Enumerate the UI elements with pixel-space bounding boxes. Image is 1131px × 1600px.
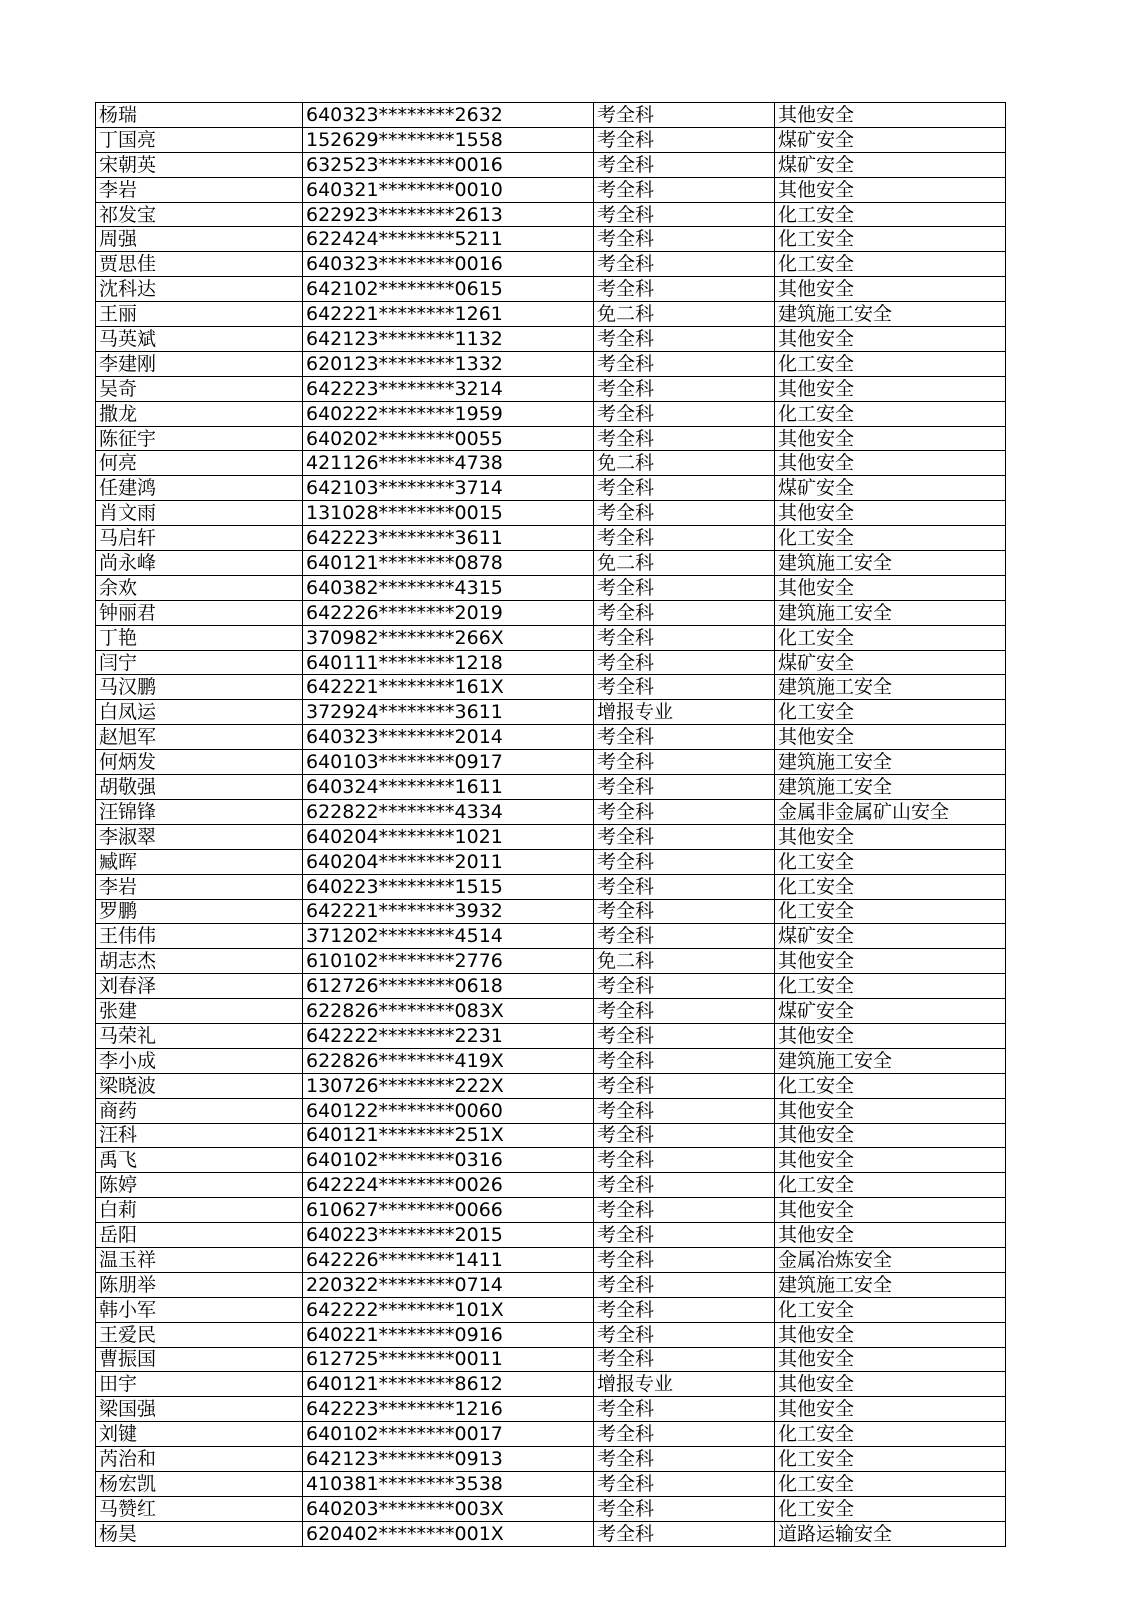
exam-type-cell: 考全科 [594, 1471, 775, 1496]
name-cell: 李岩 [96, 874, 303, 899]
table-row [96, 949, 1006, 974]
table-row [96, 177, 1006, 202]
name-cell: 刘春泽 [96, 974, 303, 999]
major-cell: 化工安全 [775, 1073, 1006, 1098]
table-row [96, 103, 1006, 128]
major-cell: 其他安全 [775, 376, 1006, 401]
major-cell: 化工安全 [775, 1173, 1006, 1198]
id-number-cell: 640204********1021 [303, 824, 594, 849]
exam-type-cell: 考全科 [594, 476, 775, 501]
id-number-cell: 640223********2015 [303, 1223, 594, 1248]
major-cell: 煤矿安全 [775, 924, 1006, 949]
exam-type-cell: 考全科 [594, 103, 775, 128]
exam-type-cell: 考全科 [594, 277, 775, 302]
id-number-cell: 640202********0055 [303, 426, 594, 451]
name-cell: 吴奇 [96, 376, 303, 401]
name-cell: 赵旭军 [96, 725, 303, 750]
name-cell: 丁国亮 [96, 127, 303, 152]
table-row [96, 476, 1006, 501]
name-cell: 李淑翠 [96, 824, 303, 849]
name-cell: 李岩 [96, 177, 303, 202]
major-cell: 化工安全 [775, 1447, 1006, 1472]
name-cell: 沈科达 [96, 277, 303, 302]
exam-type-cell: 考全科 [594, 1347, 775, 1372]
exam-type-cell: 增报专业 [594, 1372, 775, 1397]
name-cell: 汪科 [96, 1123, 303, 1148]
exam-type-cell: 考全科 [594, 1322, 775, 1347]
exam-type-cell: 考全科 [594, 874, 775, 899]
table-row [96, 924, 1006, 949]
table-row [96, 725, 1006, 750]
table-row [96, 1198, 1006, 1223]
id-number-cell: 131028********0015 [303, 501, 594, 526]
major-cell: 其他安全 [775, 1098, 1006, 1123]
id-number-cell: 642102********0615 [303, 277, 594, 302]
id-number-cell: 642222********2231 [303, 1023, 594, 1048]
id-number-cell: 620123********1332 [303, 351, 594, 376]
name-cell: 余欢 [96, 575, 303, 600]
table-row [96, 127, 1006, 152]
table-row [96, 501, 1006, 526]
id-number-cell: 612725********0011 [303, 1347, 594, 1372]
major-cell: 建筑施工安全 [775, 600, 1006, 625]
major-cell: 其他安全 [775, 1198, 1006, 1223]
table-row [96, 1422, 1006, 1447]
major-cell: 化工安全 [775, 252, 1006, 277]
table-row [96, 302, 1006, 327]
exam-type-cell: 考全科 [594, 376, 775, 401]
exam-type-cell: 免二科 [594, 451, 775, 476]
exam-type-cell: 考全科 [594, 401, 775, 426]
name-cell: 王丽 [96, 302, 303, 327]
major-cell: 其他安全 [775, 327, 1006, 352]
exam-type-cell: 考全科 [594, 999, 775, 1024]
exam-type-cell: 考全科 [594, 1023, 775, 1048]
exam-type-cell: 考全科 [594, 600, 775, 625]
major-cell: 其他安全 [775, 103, 1006, 128]
exam-type-cell: 免二科 [594, 551, 775, 576]
exam-type-cell: 考全科 [594, 1173, 775, 1198]
id-number-cell: 622826********083X [303, 999, 594, 1024]
table-row [96, 1148, 1006, 1173]
id-number-cell: 640121********251X [303, 1123, 594, 1148]
id-number-cell: 640222********1959 [303, 401, 594, 426]
id-number-cell: 640203********003X [303, 1496, 594, 1521]
exam-type-cell: 考全科 [594, 1247, 775, 1272]
exam-type-cell: 考全科 [594, 526, 775, 551]
id-number-cell: 640111********1218 [303, 650, 594, 675]
table-row [96, 874, 1006, 899]
major-cell: 煤矿安全 [775, 127, 1006, 152]
id-number-cell: 642221********161X [303, 675, 594, 700]
name-cell: 汪锦锋 [96, 799, 303, 824]
major-cell: 化工安全 [775, 874, 1006, 899]
exam-type-cell: 考全科 [594, 1198, 775, 1223]
table-row [96, 1272, 1006, 1297]
candidate-table [95, 102, 1006, 1547]
table-row [96, 451, 1006, 476]
id-number-cell: 640321********0010 [303, 177, 594, 202]
id-number-cell: 220322********0714 [303, 1272, 594, 1297]
table-row [96, 799, 1006, 824]
name-cell: 白莉 [96, 1198, 303, 1223]
exam-type-cell: 考全科 [594, 152, 775, 177]
exam-type-cell: 考全科 [594, 899, 775, 924]
id-number-cell: 640121********0878 [303, 551, 594, 576]
id-number-cell: 642224********0026 [303, 1173, 594, 1198]
major-cell: 化工安全 [775, 1496, 1006, 1521]
major-cell: 建筑施工安全 [775, 750, 1006, 775]
exam-type-cell: 考全科 [594, 1447, 775, 1472]
id-number-cell: 642226********1411 [303, 1247, 594, 1272]
name-cell: 马启轩 [96, 526, 303, 551]
id-number-cell: 642223********3611 [303, 526, 594, 551]
id-number-cell: 372924********3611 [303, 700, 594, 725]
major-cell: 其他安全 [775, 1322, 1006, 1347]
name-cell: 闫宁 [96, 650, 303, 675]
table-row [96, 1471, 1006, 1496]
id-number-cell: 640102********0316 [303, 1148, 594, 1173]
name-cell: 马英斌 [96, 327, 303, 352]
major-cell: 化工安全 [775, 1297, 1006, 1322]
major-cell: 化工安全 [775, 401, 1006, 426]
table-row [96, 1496, 1006, 1521]
name-cell: 撒龙 [96, 401, 303, 426]
table-row [96, 750, 1006, 775]
table-body [96, 103, 1006, 1547]
exam-type-cell: 考全科 [594, 725, 775, 750]
name-cell: 臧晖 [96, 849, 303, 874]
table-row [96, 327, 1006, 352]
id-number-cell: 612726********0618 [303, 974, 594, 999]
name-cell: 李建刚 [96, 351, 303, 376]
exam-type-cell: 考全科 [594, 1272, 775, 1297]
major-cell: 化工安全 [775, 202, 1006, 227]
table-row [96, 376, 1006, 401]
major-cell: 其他安全 [775, 725, 1006, 750]
exam-type-cell: 考全科 [594, 1073, 775, 1098]
id-number-cell: 130726********222X [303, 1073, 594, 1098]
name-cell: 韩小军 [96, 1297, 303, 1322]
major-cell: 其他安全 [775, 1123, 1006, 1148]
major-cell: 建筑施工安全 [775, 1272, 1006, 1297]
name-cell: 陈朋举 [96, 1272, 303, 1297]
major-cell: 建筑施工安全 [775, 302, 1006, 327]
exam-type-cell: 考全科 [594, 675, 775, 700]
table-row [96, 526, 1006, 551]
table-row [96, 575, 1006, 600]
exam-type-cell: 增报专业 [594, 700, 775, 725]
major-cell: 化工安全 [775, 700, 1006, 725]
id-number-cell: 640121********8612 [303, 1372, 594, 1397]
table-row [96, 650, 1006, 675]
id-number-cell: 421126********4738 [303, 451, 594, 476]
exam-type-cell: 考全科 [594, 351, 775, 376]
id-number-cell: 622826********419X [303, 1048, 594, 1073]
name-cell: 禹飞 [96, 1148, 303, 1173]
id-number-cell: 371202********4514 [303, 924, 594, 949]
major-cell: 煤矿安全 [775, 650, 1006, 675]
major-cell: 金属非金属矿山安全 [775, 799, 1006, 824]
id-number-cell: 640221********0916 [303, 1322, 594, 1347]
table-row [96, 824, 1006, 849]
major-cell: 其他安全 [775, 1223, 1006, 1248]
id-number-cell: 640223********1515 [303, 874, 594, 899]
exam-type-cell: 考全科 [594, 1397, 775, 1422]
id-number-cell: 152629********1558 [303, 127, 594, 152]
name-cell: 罗鹏 [96, 899, 303, 924]
major-cell: 化工安全 [775, 1471, 1006, 1496]
exam-type-cell: 考全科 [594, 252, 775, 277]
id-number-cell: 642226********2019 [303, 600, 594, 625]
name-cell: 祁发宝 [96, 202, 303, 227]
table-row [96, 401, 1006, 426]
major-cell: 其他安全 [775, 501, 1006, 526]
major-cell: 化工安全 [775, 227, 1006, 252]
name-cell: 白凤运 [96, 700, 303, 725]
name-cell: 王伟伟 [96, 924, 303, 949]
major-cell: 其他安全 [775, 426, 1006, 451]
name-cell: 马赞红 [96, 1496, 303, 1521]
exam-type-cell: 考全科 [594, 924, 775, 949]
id-number-cell: 640323********2014 [303, 725, 594, 750]
table-row [96, 700, 1006, 725]
id-number-cell: 640103********0917 [303, 750, 594, 775]
table-row [96, 202, 1006, 227]
exam-type-cell: 考全科 [594, 775, 775, 800]
major-cell: 化工安全 [775, 849, 1006, 874]
major-cell: 化工安全 [775, 899, 1006, 924]
exam-type-cell: 考全科 [594, 1098, 775, 1123]
name-cell: 梁晓波 [96, 1073, 303, 1098]
major-cell: 煤矿安全 [775, 152, 1006, 177]
table-row [96, 1322, 1006, 1347]
name-cell: 芮治和 [96, 1447, 303, 1472]
table-row [96, 849, 1006, 874]
major-cell: 化工安全 [775, 625, 1006, 650]
exam-type-cell: 考全科 [594, 824, 775, 849]
id-number-cell: 642222********101X [303, 1297, 594, 1322]
exam-type-cell: 考全科 [594, 750, 775, 775]
id-number-cell: 610627********0066 [303, 1198, 594, 1223]
exam-type-cell: 考全科 [594, 501, 775, 526]
id-number-cell: 610102********2776 [303, 949, 594, 974]
exam-type-cell: 考全科 [594, 1297, 775, 1322]
major-cell: 其他安全 [775, 451, 1006, 476]
id-number-cell: 620402********001X [303, 1521, 594, 1546]
exam-type-cell: 考全科 [594, 799, 775, 824]
table-row [96, 152, 1006, 177]
name-cell: 曹振国 [96, 1347, 303, 1372]
exam-type-cell: 考全科 [594, 227, 775, 252]
name-cell: 胡志杰 [96, 949, 303, 974]
exam-type-cell: 考全科 [594, 1521, 775, 1546]
name-cell: 马荣礼 [96, 1023, 303, 1048]
exam-type-cell: 考全科 [594, 575, 775, 600]
major-cell: 建筑施工安全 [775, 1048, 1006, 1073]
exam-type-cell: 考全科 [594, 625, 775, 650]
name-cell: 杨瑞 [96, 103, 303, 128]
name-cell: 商药 [96, 1098, 303, 1123]
name-cell: 马汉鹏 [96, 675, 303, 700]
exam-type-cell: 免二科 [594, 949, 775, 974]
table-row [96, 1347, 1006, 1372]
exam-type-cell: 考全科 [594, 849, 775, 874]
name-cell: 尚永峰 [96, 551, 303, 576]
name-cell: 胡敬强 [96, 775, 303, 800]
table-row [96, 252, 1006, 277]
major-cell: 建筑施工安全 [775, 775, 1006, 800]
major-cell: 其他安全 [775, 1023, 1006, 1048]
id-number-cell: 642103********3714 [303, 476, 594, 501]
name-cell: 贾思佳 [96, 252, 303, 277]
exam-type-cell: 考全科 [594, 1422, 775, 1447]
major-cell: 其他安全 [775, 949, 1006, 974]
name-cell: 杨昊 [96, 1521, 303, 1546]
id-number-cell: 640323********2632 [303, 103, 594, 128]
major-cell: 其他安全 [775, 177, 1006, 202]
name-cell: 宋朝英 [96, 152, 303, 177]
table-row [96, 1521, 1006, 1546]
name-cell: 杨宏凯 [96, 1471, 303, 1496]
id-number-cell: 410381********3538 [303, 1471, 594, 1496]
id-number-cell: 642221********3932 [303, 899, 594, 924]
id-number-cell: 370982********266X [303, 625, 594, 650]
exam-type-cell: 考全科 [594, 1496, 775, 1521]
exam-type-cell: 考全科 [594, 177, 775, 202]
id-number-cell: 642221********1261 [303, 302, 594, 327]
table-row [96, 600, 1006, 625]
name-cell: 梁国强 [96, 1397, 303, 1422]
table-row [96, 1372, 1006, 1397]
name-cell: 李小成 [96, 1048, 303, 1073]
exam-type-cell: 考全科 [594, 1048, 775, 1073]
exam-type-cell: 考全科 [594, 650, 775, 675]
table-row [96, 999, 1006, 1024]
exam-type-cell: 考全科 [594, 426, 775, 451]
major-cell: 其他安全 [775, 1397, 1006, 1422]
id-number-cell: 642123********0913 [303, 1447, 594, 1472]
table-row [96, 1123, 1006, 1148]
major-cell: 其他安全 [775, 575, 1006, 600]
major-cell: 化工安全 [775, 351, 1006, 376]
table-row [96, 1247, 1006, 1272]
major-cell: 其他安全 [775, 277, 1006, 302]
id-number-cell: 622424********5211 [303, 227, 594, 252]
major-cell: 道路运输安全 [775, 1521, 1006, 1546]
table-row [96, 899, 1006, 924]
exam-type-cell: 考全科 [594, 327, 775, 352]
exam-type-cell: 考全科 [594, 1148, 775, 1173]
major-cell: 建筑施工安全 [775, 551, 1006, 576]
major-cell: 其他安全 [775, 1347, 1006, 1372]
name-cell: 岳阳 [96, 1223, 303, 1248]
major-cell: 化工安全 [775, 974, 1006, 999]
table-row [96, 1073, 1006, 1098]
major-cell: 煤矿安全 [775, 476, 1006, 501]
exam-type-cell: 免二科 [594, 302, 775, 327]
id-number-cell: 622923********2613 [303, 202, 594, 227]
id-number-cell: 642223********3214 [303, 376, 594, 401]
major-cell: 化工安全 [775, 526, 1006, 551]
table-row [96, 1048, 1006, 1073]
table-row [96, 1297, 1006, 1322]
id-number-cell: 640324********1611 [303, 775, 594, 800]
table-row [96, 625, 1006, 650]
table-row [96, 775, 1006, 800]
id-number-cell: 640204********2011 [303, 849, 594, 874]
name-cell: 温玉祥 [96, 1247, 303, 1272]
table-row [96, 1397, 1006, 1422]
table-row [96, 974, 1006, 999]
name-cell: 张建 [96, 999, 303, 1024]
name-cell: 何炳发 [96, 750, 303, 775]
id-number-cell: 640102********0017 [303, 1422, 594, 1447]
exam-type-cell: 考全科 [594, 1223, 775, 1248]
table-row [96, 1098, 1006, 1123]
id-number-cell: 622822********4334 [303, 799, 594, 824]
name-cell: 陈征宇 [96, 426, 303, 451]
id-number-cell: 640382********4315 [303, 575, 594, 600]
name-cell: 钟丽君 [96, 600, 303, 625]
name-cell: 田宇 [96, 1372, 303, 1397]
id-number-cell: 642123********1132 [303, 327, 594, 352]
table-row [96, 227, 1006, 252]
name-cell: 丁艳 [96, 625, 303, 650]
table-row [96, 1023, 1006, 1048]
id-number-cell: 640323********0016 [303, 252, 594, 277]
name-cell: 刘键 [96, 1422, 303, 1447]
major-cell: 其他安全 [775, 824, 1006, 849]
id-number-cell: 642223********1216 [303, 1397, 594, 1422]
exam-type-cell: 考全科 [594, 202, 775, 227]
name-cell: 何亮 [96, 451, 303, 476]
id-number-cell: 632523********0016 [303, 152, 594, 177]
major-cell: 金属冶炼安全 [775, 1247, 1006, 1272]
major-cell: 化工安全 [775, 1422, 1006, 1447]
exam-type-cell: 考全科 [594, 127, 775, 152]
name-cell: 陈婷 [96, 1173, 303, 1198]
major-cell: 其他安全 [775, 1372, 1006, 1397]
exam-type-cell: 考全科 [594, 974, 775, 999]
major-cell: 建筑施工安全 [775, 675, 1006, 700]
table-row [96, 426, 1006, 451]
table-row [96, 1223, 1006, 1248]
name-cell: 任建鸿 [96, 476, 303, 501]
table-row [96, 551, 1006, 576]
major-cell: 煤矿安全 [775, 999, 1006, 1024]
id-number-cell: 640122********0060 [303, 1098, 594, 1123]
name-cell: 肖文雨 [96, 501, 303, 526]
table-row [96, 277, 1006, 302]
name-cell: 王爱民 [96, 1322, 303, 1347]
exam-type-cell: 考全科 [594, 1123, 775, 1148]
table-row [96, 675, 1006, 700]
table-row [96, 1447, 1006, 1472]
name-cell: 周强 [96, 227, 303, 252]
major-cell: 其他安全 [775, 1148, 1006, 1173]
table-row [96, 351, 1006, 376]
table-row [96, 1173, 1006, 1198]
